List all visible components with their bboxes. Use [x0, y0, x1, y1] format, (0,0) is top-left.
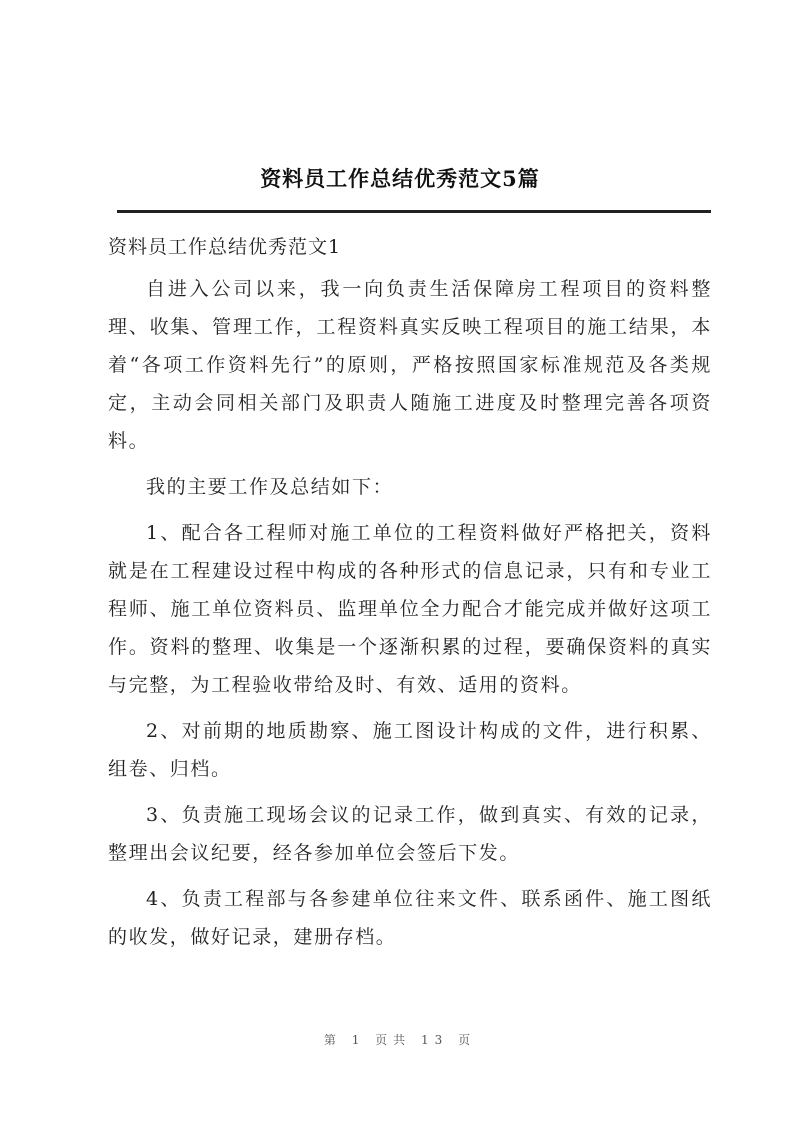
paragraph-summary-lead: 我的主要工作及总结如下： — [146, 476, 394, 498]
title-underline — [117, 210, 711, 213]
paragraph-item-2: 2、对前期的地质勘察、施工图设计构成的文件，进行积累、组卷、归档。 — [108, 720, 712, 780]
paragraph-item-1: 1、配合各工程师对施工单位的工程资料做好严格把关，资料就是在工程建设过程中构成的各种形式的信息记录，只有和专业工程师、施工单位资料员、监理单位全力配合才能完成并做好这项工作。资料的整理、收集是一个逐渐积累的过程，要确保资料的真实与完整，为工程验收带给及时、有效、适用的资料。 — [108, 522, 712, 696]
paragraph-intro: 自进入公司以来，我一向负责生活保障房工程项目的资料整理、收集、管理工作，工程资料真实反映工程项目的施工结果，本着“各项工作资料先行”的原则，严格按照国家标准规范及各类规定，主动会同相关部门及职责人随施工进度及时整理完善各项资料。 — [108, 278, 712, 452]
page-number-footer: 第 1 页共 13 页 — [323, 1033, 477, 1047]
document-body — [108, 224, 712, 964]
section-heading: 资料员工作总结优秀范文1 — [108, 236, 342, 258]
paragraph-item-3: 3、负责施工现场会议的记录工作，做到真实、有效的记录，整理出会议纪要，经各参加单位会签后下发。 — [108, 804, 712, 864]
paragraph-item-4: 4、负责工程部与各参建单位往来文件、联系函件、施工图纸的收发，做好记录，建册存档。 — [108, 888, 712, 948]
document-title: 资料员工作总结优秀范文5篇 — [260, 166, 540, 191]
